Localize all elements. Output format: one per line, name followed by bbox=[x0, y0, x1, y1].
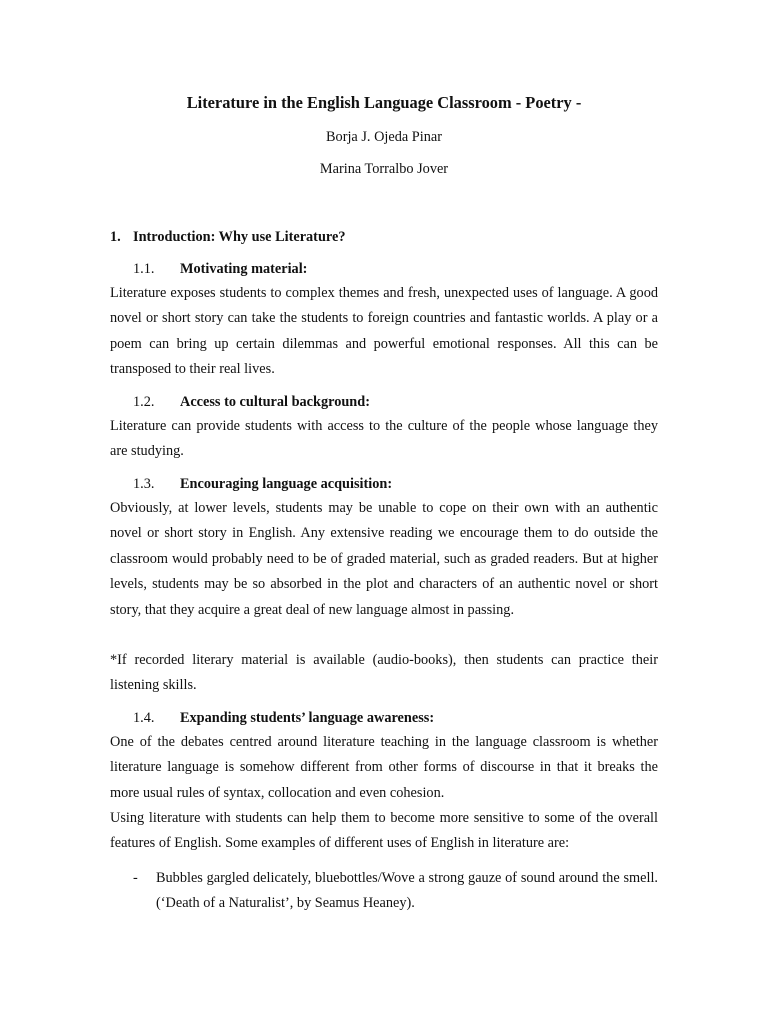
subsection-title: Expanding students’ language awareness: bbox=[180, 710, 435, 726]
subsection-heading bbox=[133, 476, 392, 493]
author-name: Marina Torralbo Jover bbox=[319, 161, 449, 177]
subsection-title: Access to cultural background: bbox=[180, 394, 370, 410]
paragraph: One of the debates centred around literature teaching in the language classroom is whether literature language is somehow different from other forms of discourse in that it breaks the more usual rules of syntax, collocation and even cohesion. bbox=[110, 734, 658, 801]
subsection-title: Motivating material: bbox=[180, 261, 308, 277]
bullet-text: Bubbles gargled delicately, bluebottles/Wove a strong gauze of sound around the smell. (‘Death of a Naturalist’, by Seamus Heaney). bbox=[156, 870, 658, 912]
paragraph: Literature exposes students to complex themes and fresh, unexpected uses of language. A good novel or short story can take the students to foreign countries and fantastic worlds. A play or a poem can bring up certain dilemmas and powerful emotional responses. All this can be transposed to their real lives. bbox=[110, 285, 658, 378]
subsection-heading bbox=[133, 394, 370, 411]
subsection-number: 1.1. bbox=[133, 261, 155, 277]
subsection-number: 1.3. bbox=[133, 476, 155, 492]
subsection-number: 1.2. bbox=[133, 394, 155, 410]
bullet-marker: - bbox=[133, 870, 138, 886]
paragraph: Obviously, at lower levels, students may be unable to cope on their own with an authentic novel or short story in English. Any extensive reading we encourage them to do outside the classroom would probably need to be of graded material, such as graded readers. But at higher levels, students may be so absorbed in the plot and characters of an authentic novel or short story, that they acquire a great deal of new language almost in passing. bbox=[110, 500, 658, 618]
section-title: Introduction: Why use Literature? bbox=[133, 229, 346, 245]
section-number: 1. bbox=[110, 229, 121, 245]
document-title: Literature in the English Language Classroom - Poetry - bbox=[186, 93, 582, 112]
list-item bbox=[133, 866, 658, 917]
paragraph: Literature can provide students with access to the culture of the people whose language they are studying. bbox=[110, 418, 658, 460]
subsection-title: Encouraging language acquisition: bbox=[180, 476, 393, 492]
section-heading bbox=[110, 229, 345, 246]
paragraph: *If recorded literary material is available (audio-books), then students can practice their listening skills. bbox=[110, 652, 658, 694]
author-name: Borja J. Ojeda Pinar bbox=[326, 129, 442, 145]
subsection-heading bbox=[133, 710, 434, 727]
paragraph: Using literature with students can help them to become more sensitive to some of the overall features of English. Some examples of different uses of English in literature are: bbox=[110, 810, 658, 852]
subsection-number: 1.4. bbox=[133, 710, 155, 726]
subsection-heading bbox=[133, 261, 307, 278]
